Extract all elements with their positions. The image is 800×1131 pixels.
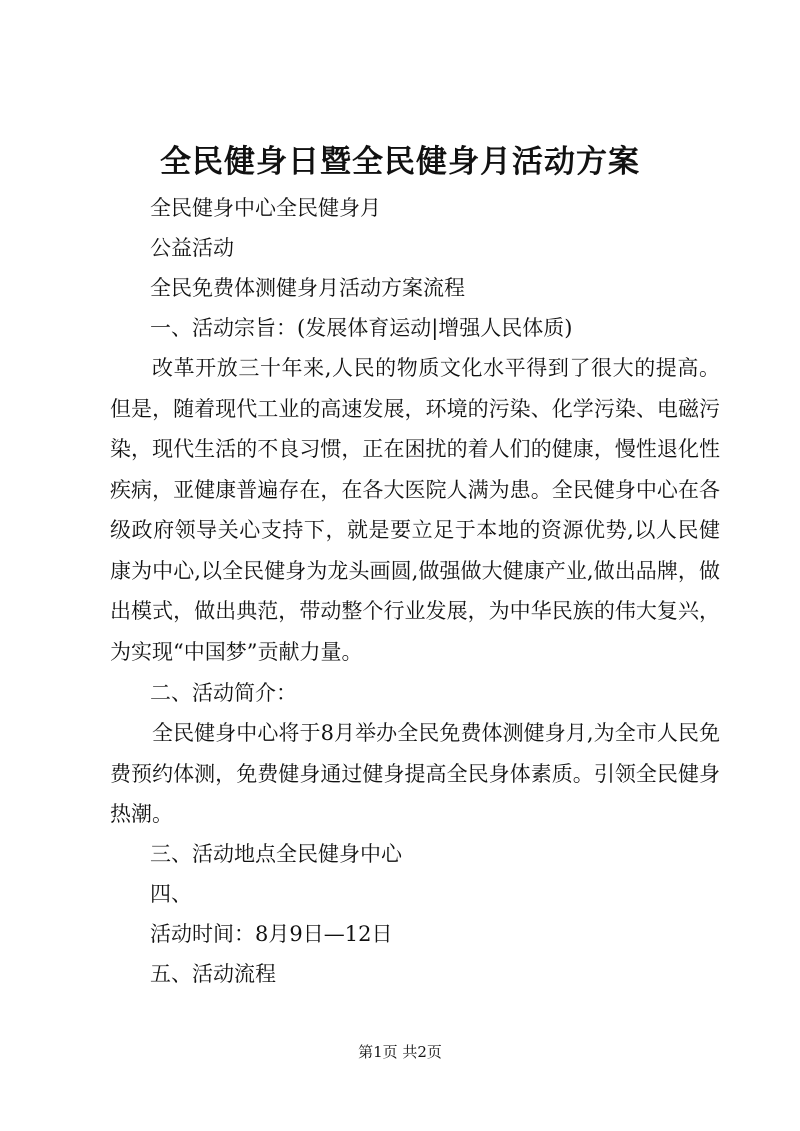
paragraph-1: 改革开放三十年来,人民的物质文化水平得到了很大的提高。但是，随着现代工业的高速发展，环境的污染、化学污染、电磁污染，现代生活的不良习惯，正在困扰的着人们的健康，慢性退化性疾病，亚健康普遍存在，在各大医院人满为患。全民健身中心在各级政府领导关心支持下，就是要立足于本地的资源优势,以人民健康为中心,以全民健身为龙头画圆,做强做大健康产业,做出品牌，做出模式，做出典范，带动整个行业发展，为中华民族的伟大复兴，为实现“中国梦”贡献力量。: [110, 356, 720, 664]
section-4-heading: 四、: [150, 882, 192, 906]
section-3-heading: 三、活动地点全民健身中心: [150, 842, 402, 866]
paragraph-2: 全民健身中心将于8月举办全民免费体测健身月,为全市人民免费预约体测，免费健身通过健身提高全民身体素质。引领全民健身热潮。: [110, 721, 720, 826]
section-1-heading: 一、活动宗旨：(发展体育运动|增强人民体质): [150, 316, 573, 340]
subtitle-line-1: 全民健身中心全民健身月: [150, 196, 381, 220]
document-title: 全民健身日暨全民健身月活动方案: [160, 144, 640, 180]
activity-time-line: 活动时间：8月9日—12日: [150, 922, 393, 946]
subtitle-line-2: 公益活动: [150, 236, 234, 260]
section-5-heading: 五、活动流程: [150, 962, 276, 986]
subtitle-line-3: 全民免费体测健身月活动方案流程: [150, 276, 465, 300]
section-2-heading: 二、活动简介：: [150, 681, 297, 705]
page-indicator: 第1页 共2页: [358, 1043, 442, 1061]
